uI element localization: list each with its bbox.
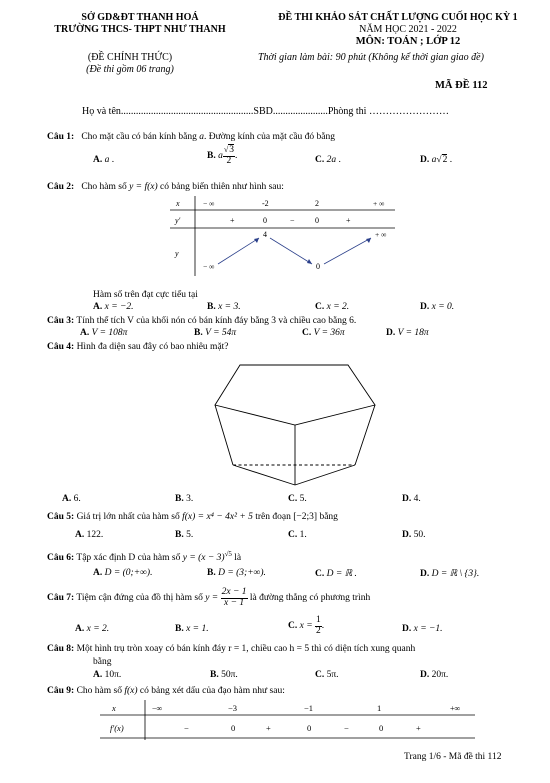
option-letter: A. xyxy=(75,530,85,540)
table-p2: 2 xyxy=(315,199,319,208)
sign-x-label: x xyxy=(112,703,116,713)
sign-m3: −3 xyxy=(228,703,238,713)
option-value: x = 1. xyxy=(186,624,209,634)
question-9 xyxy=(47,686,285,696)
option-letter: D. xyxy=(420,670,430,680)
q1-option-a[interactable]: A. a . xyxy=(93,155,115,165)
subject: MÔN: TOÁN ; LỚP 12 xyxy=(355,36,461,47)
q3-option-d[interactable] xyxy=(386,328,429,338)
pages-label: (Đề thi gồm 06 trang) xyxy=(86,64,174,75)
option-value: 50. xyxy=(413,530,426,540)
function: f(x) = x⁴ − 4x² + 5 xyxy=(182,512,253,522)
option-value: V = 108π xyxy=(91,328,128,338)
option-value: 50π. xyxy=(221,670,238,680)
option-letter: C. xyxy=(315,569,325,579)
option-letter: C. xyxy=(288,621,298,632)
q2-option-b[interactable] xyxy=(207,302,241,312)
question-label: Câu 3: xyxy=(47,316,75,326)
q5-option-c[interactable] xyxy=(288,530,307,540)
question-label: Câu 1: xyxy=(47,132,75,142)
option-value: 20π. xyxy=(431,670,449,680)
q2-option-a[interactable] xyxy=(93,302,134,312)
option-value: V = 36π xyxy=(313,328,345,338)
table-pinf: + ∞ xyxy=(373,199,385,208)
q8-option-b[interactable] xyxy=(210,670,238,680)
question-label: Câu 4: xyxy=(47,342,75,352)
question-text: Cho hàm số xyxy=(81,182,127,192)
zero-1: 0 xyxy=(263,216,267,225)
option-letter: B. xyxy=(175,530,184,540)
question-5 xyxy=(47,512,338,522)
table-ninf: − ∞ xyxy=(203,199,215,208)
option-letter: B. xyxy=(207,151,216,162)
option-value: V = 54π xyxy=(205,328,237,338)
question-text: Tính thể tích V của khối nón có bán kính đáy bằng 3 và chiều cao bằng 6. xyxy=(76,316,357,326)
exponent: √5 xyxy=(224,550,232,558)
interval: [−2;3] xyxy=(293,512,318,522)
function: f(x) xyxy=(124,686,138,696)
option-value: 122. xyxy=(86,530,104,540)
question-label: Câu 8: xyxy=(47,644,75,654)
question-6 xyxy=(47,550,241,563)
q7-option-a[interactable] xyxy=(75,624,109,634)
option-letter: B. xyxy=(175,624,184,634)
option-letter: C. xyxy=(315,302,325,312)
option-letter: D. xyxy=(402,624,412,634)
question-text: là xyxy=(234,553,242,564)
option-value: D = (3;+∞). xyxy=(218,568,266,578)
option-letter: C. xyxy=(315,155,325,165)
fraction-denominator: 2 xyxy=(316,625,321,636)
zero-1: 0 xyxy=(231,723,236,733)
table-yp-label: y′ xyxy=(175,216,181,225)
option-letter: D. xyxy=(402,530,412,540)
question-text: có bảng xét dấu của đạo hàm như sau: xyxy=(139,686,285,696)
option-value: D = (0;+∞). xyxy=(104,568,153,578)
q6-option-c[interactable] xyxy=(315,568,357,579)
sign-one: 1 xyxy=(377,703,382,713)
fraction-denominator: x − 1 xyxy=(223,597,245,608)
q6-option-d[interactable] xyxy=(420,568,479,579)
q3-option-a[interactable] xyxy=(80,328,127,338)
option-letter: C. xyxy=(288,530,298,540)
question-text: . Đường kính của mặt cầu đó bằng xyxy=(204,132,336,142)
option-letter: B. xyxy=(175,494,184,504)
option-value: 5. xyxy=(186,530,194,540)
official-label: (ĐỀ CHÍNH THỨC) xyxy=(87,52,173,63)
option-value: x = −2. xyxy=(104,302,134,312)
q2-prompt: Hàm số trên đạt cực tiểu tại xyxy=(93,290,198,300)
sign-plus-1: + xyxy=(230,216,235,225)
q1-option-d[interactable]: D. a√2 . xyxy=(420,155,453,165)
option-letter: A. xyxy=(75,624,85,634)
q4-option-d[interactable] xyxy=(402,494,421,504)
sign-pinf: +∞ xyxy=(450,704,461,713)
question-label: Câu 2: xyxy=(47,182,75,192)
option-value: 4. xyxy=(413,494,421,504)
page-footer: Trang 1/6 - Mã đề thi 112 xyxy=(404,752,502,762)
option-letter: A. xyxy=(62,494,72,504)
value-zero: 0 xyxy=(316,262,320,271)
dept-name: SỞ GD&ĐT THANH HOÁ xyxy=(81,12,199,23)
sign-ninf: −∞ xyxy=(152,704,163,713)
question-label: Câu 6: xyxy=(47,553,75,564)
option-value: D = ℝ \ {3}. xyxy=(431,569,480,579)
q4-option-b[interactable] xyxy=(175,494,193,504)
question-7 xyxy=(47,588,370,608)
q5-option-a[interactable] xyxy=(75,530,103,540)
q2-option-d[interactable] xyxy=(420,302,454,312)
q1-option-b[interactable]: B. a $\frac{√3}{2}$ . xyxy=(207,145,238,166)
student-info-line: Họ và tên.....................................................SBD......................Phòng thi …………………… xyxy=(82,106,449,117)
option-letter: B. xyxy=(210,670,219,680)
sign-fp-label: f′(x) xyxy=(110,723,124,733)
q4-option-a[interactable] xyxy=(62,494,81,504)
option-value: 6. xyxy=(73,494,81,504)
q6-option-b[interactable] xyxy=(207,568,266,578)
question-text: Giá trị lớn nhất của hàm số xyxy=(76,512,180,522)
option-letter: B. xyxy=(194,328,203,338)
option-letter: D. xyxy=(420,155,430,165)
option-value: x = 3. xyxy=(218,302,241,312)
sign-m1: −1 xyxy=(304,703,314,713)
option-value: x = 0. xyxy=(431,302,455,312)
q3-option-b[interactable] xyxy=(194,328,236,338)
option-value: a xyxy=(104,155,110,165)
option-value: x = −1. xyxy=(413,624,443,634)
question-text: Tập xác định D của hàm số xyxy=(76,553,181,564)
time-label: Thời gian làm bài: 90 phút (Không kể thời gian giao đề) xyxy=(258,52,484,63)
function: y = f(x) xyxy=(129,182,158,192)
option-letter: A. xyxy=(93,670,103,680)
question-text: là đường thẳng có phương trình xyxy=(249,593,371,604)
function-lhs: y = xyxy=(205,593,219,604)
variable: a xyxy=(199,132,204,142)
option-letter: D. xyxy=(402,494,412,504)
question-text: bằng xyxy=(319,512,338,522)
q6-option-a[interactable] xyxy=(93,568,152,578)
q7-option-c[interactable]: C. x = $\frac{1}{2}$ . xyxy=(288,615,325,636)
zero-2: 0 xyxy=(307,723,312,733)
sign-table xyxy=(100,700,475,740)
exam-code: MÃ ĐỀ 112 xyxy=(435,80,488,91)
zero-3: 0 xyxy=(379,723,384,733)
option-letter: C. xyxy=(315,670,325,680)
option-letter: C. xyxy=(288,494,298,504)
option-letter: D. xyxy=(420,569,430,579)
option-letter: B. xyxy=(207,568,216,578)
q8-option-d[interactable] xyxy=(420,670,448,680)
option-value: 2a xyxy=(326,155,337,165)
fraction-numerator: 1 xyxy=(316,615,321,625)
q7-option-b[interactable] xyxy=(175,624,209,634)
value-ninf: − ∞ xyxy=(203,262,215,271)
q2-option-c[interactable] xyxy=(315,302,349,312)
question-text: Hình đa diện sau đây có bao nhiêu mặt? xyxy=(76,342,229,352)
option-letter: A. xyxy=(93,568,103,578)
option-value: V = 18π xyxy=(397,328,429,338)
school-name: TRƯỜNG THCS- THPT NHƯ THANH xyxy=(54,24,226,35)
option-letter: A. xyxy=(93,155,103,165)
option-value: D = ℝ . xyxy=(326,569,357,579)
option-value: 5. xyxy=(299,494,307,504)
option-value: 3. xyxy=(186,494,194,504)
q8-option-c[interactable] xyxy=(315,670,339,680)
question-text: Tiệm cận đứng của đồ thị hàm số xyxy=(76,593,203,604)
function: y = (x − 3) xyxy=(182,553,225,564)
q5-option-b[interactable] xyxy=(175,530,193,540)
q1-option-c[interactable]: C. 2a . xyxy=(315,155,341,165)
q3-option-c[interactable] xyxy=(302,328,345,338)
polyhedron-figure xyxy=(205,360,380,490)
option-letter: B. xyxy=(207,302,216,312)
q5-option-d[interactable] xyxy=(402,530,426,540)
q8-text-cont: bằng xyxy=(93,657,112,667)
sign-2: + xyxy=(266,723,271,733)
question-text: có bảng biến thiên như hình sau: xyxy=(160,182,284,192)
school-year: NĂM HỌC 2021 - 2022 xyxy=(359,24,457,35)
question-label: Câu 7: xyxy=(47,593,75,604)
question-4 xyxy=(47,342,229,352)
table-m2: -2 xyxy=(262,199,269,208)
option-letter: C. xyxy=(302,328,312,338)
option-value: x = 2. xyxy=(86,624,110,634)
question-text: Một hình trụ tròn xoay có bán kính đáy r = 1, chiều cao h = 5 thì có diện tích xung quanh xyxy=(76,644,416,654)
q4-option-c[interactable] xyxy=(288,494,307,504)
option-value: 5π. xyxy=(326,670,339,680)
option-letter: A. xyxy=(80,328,90,338)
option-value: x = 2. xyxy=(326,302,350,312)
exam-title: ĐỀ THI KHẢO SÁT CHẤT LƯỢNG CUỐI HỌC KỲ 1 xyxy=(278,12,518,23)
question-3 xyxy=(47,316,356,326)
q8-option-a[interactable] xyxy=(93,670,121,680)
option-value: 1. xyxy=(299,530,307,540)
variation-table xyxy=(170,196,395,276)
option-value: x = xyxy=(299,621,313,632)
sign-3: − xyxy=(344,723,349,733)
sign-4: + xyxy=(416,723,421,733)
question-1 xyxy=(47,132,335,142)
sign-plus-2: + xyxy=(346,216,351,225)
q7-option-d[interactable] xyxy=(402,624,443,634)
question-8 xyxy=(47,644,415,654)
table-x-label: x xyxy=(176,199,180,208)
value-pinf: + ∞ xyxy=(375,230,387,239)
fraction-numerator: 2x − 1 xyxy=(221,587,247,597)
question-2 xyxy=(47,182,284,192)
sign-1: − xyxy=(184,723,189,733)
table-y-label: y xyxy=(175,249,179,258)
zero-2: 0 xyxy=(315,216,319,225)
question-text: trên đoạn xyxy=(255,512,291,522)
sign-minus: − xyxy=(290,216,295,225)
option-letter: D. xyxy=(420,302,430,312)
option-letter: A. xyxy=(93,302,103,312)
value-four: 4 xyxy=(263,230,267,239)
question-text: Cho hàm số xyxy=(76,686,122,696)
question-text: Cho mặt cầu có bán kính bằng xyxy=(81,132,197,142)
question-label: Câu 9: xyxy=(47,686,75,696)
question-label: Câu 5: xyxy=(47,512,75,522)
option-letter: D. xyxy=(386,328,396,338)
option-value: 10π. xyxy=(104,670,122,680)
